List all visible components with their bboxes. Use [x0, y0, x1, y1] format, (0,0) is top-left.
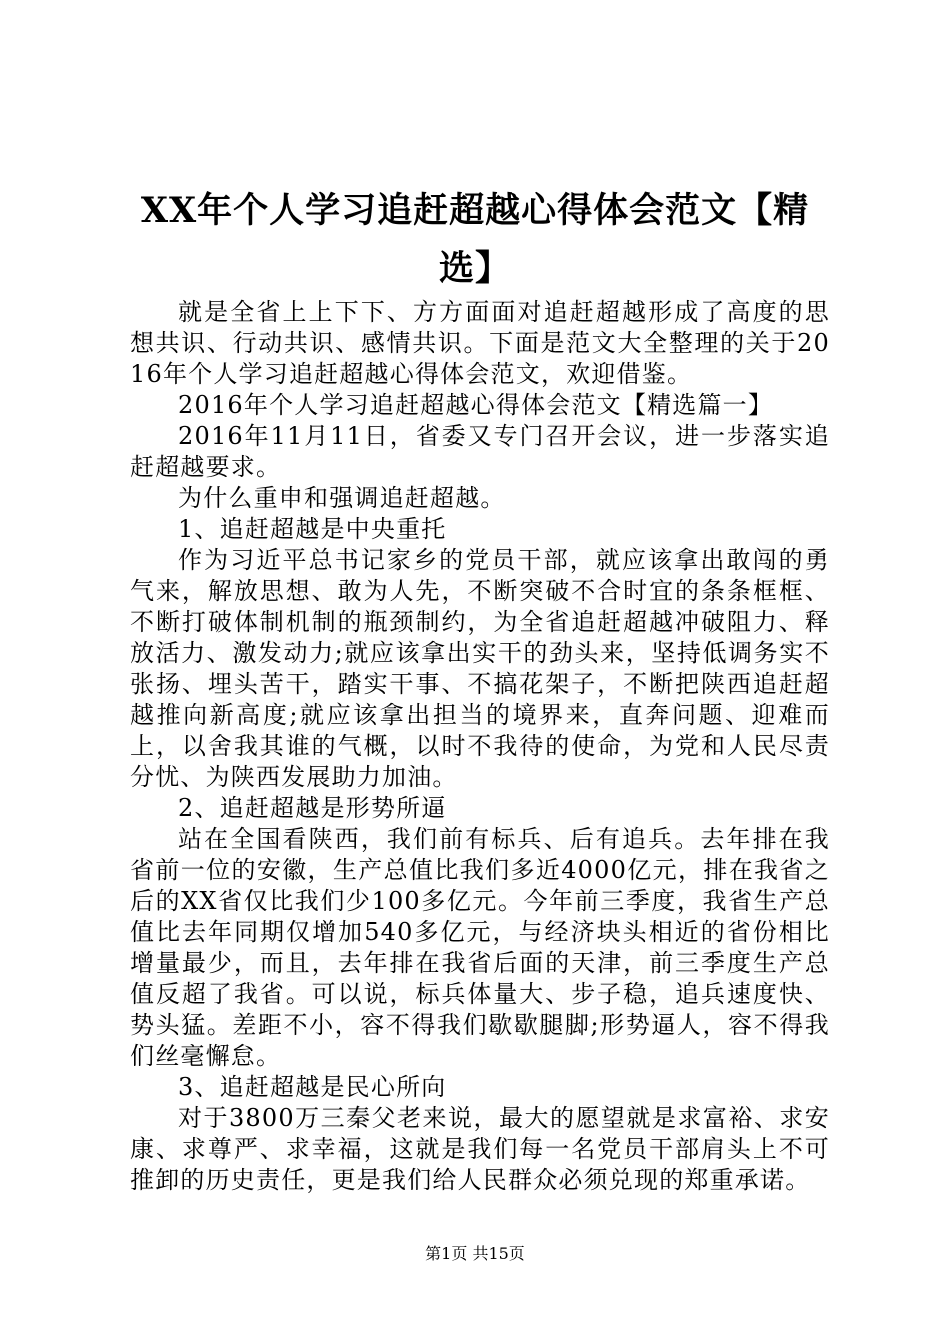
document-body: [130, 297, 830, 1196]
paragraph-subheading-3: 3、追赶超越是民心所向: [178, 1073, 447, 1101]
paragraph-subheading-2: 2、追赶超越是形势所逼: [178, 794, 447, 822]
paragraph: 为什么重申和强调追赶超越。: [178, 484, 506, 512]
page-number-footer: 第1页 共15页: [425, 1244, 525, 1263]
paragraph-subheading-1: 1、追赶超越是中央重托: [178, 515, 447, 543]
document-title: XX年个人学习追赶超越心得体会范文【精选】: [140, 190, 810, 289]
paragraph: 站在全国看陕西，我们前有标兵、后有追兵。去年排在我省前一位的安徽，生产总值比我们多近4000亿元，排在我省之后的XX省仅比我们少100多亿元。今年前三季度，我省生产总值比去年同期仅增加540多亿元，与经济块头相近的省份相比增量最少，而且，去年排在我省后面的天津，前三季度生产总值反超了我省。可以说，标兵体量大、步子稳，追兵速度快、势头猛。差距不小，容不得我们歇歇腿脚;形势逼人，容不得我们丝毫懈怠。: [130, 825, 830, 1070]
paragraph-section-heading: 2016年个人学习追赶超越心得体会范文【精选篇一】: [178, 391, 774, 419]
paragraph: 对于3800万三秦父老来说，最大的愿望就是求富裕、求安康、求尊严、求幸福，这就是我们每一名党员干部肩头上不可推卸的历史责任，更是我们给人民群众必须兑现的郑重承诺。: [130, 1104, 830, 1194]
paragraph: 作为习近平总书记家乡的党员干部，就应该拿出敢闯的勇气来，解放思想、敢为人先，不断突破不合时宜的条条框框、不断打破体制机制的瓶颈制约，为全省追赶超越冲破阻力、释放活力、激发动力;就应该拿出实干的劲头来，坚持低调务实不张扬、埋头苦干，踏实干事、不搞花架子，不断把陕西追赶超越推向新高度;就应该拿出担当的境界来，直奔问题、迎难而上，以舍我其谁的气概，以时不我待的使命，为党和人民尽责分忧、为陕西发展助力加油。: [130, 546, 830, 791]
paragraph-intro: 就是全省上上下下、方方面面对追赶超越形成了高度的思想共识、行动共识、感情共识。下面是范文大全整理的关于2016年个人学习追赶超越心得体会范文，欢迎借鉴。: [130, 298, 830, 388]
paragraph: 2016年11月11日，省委又专门召开会议，进一步落实追赶超越要求。: [130, 422, 830, 481]
